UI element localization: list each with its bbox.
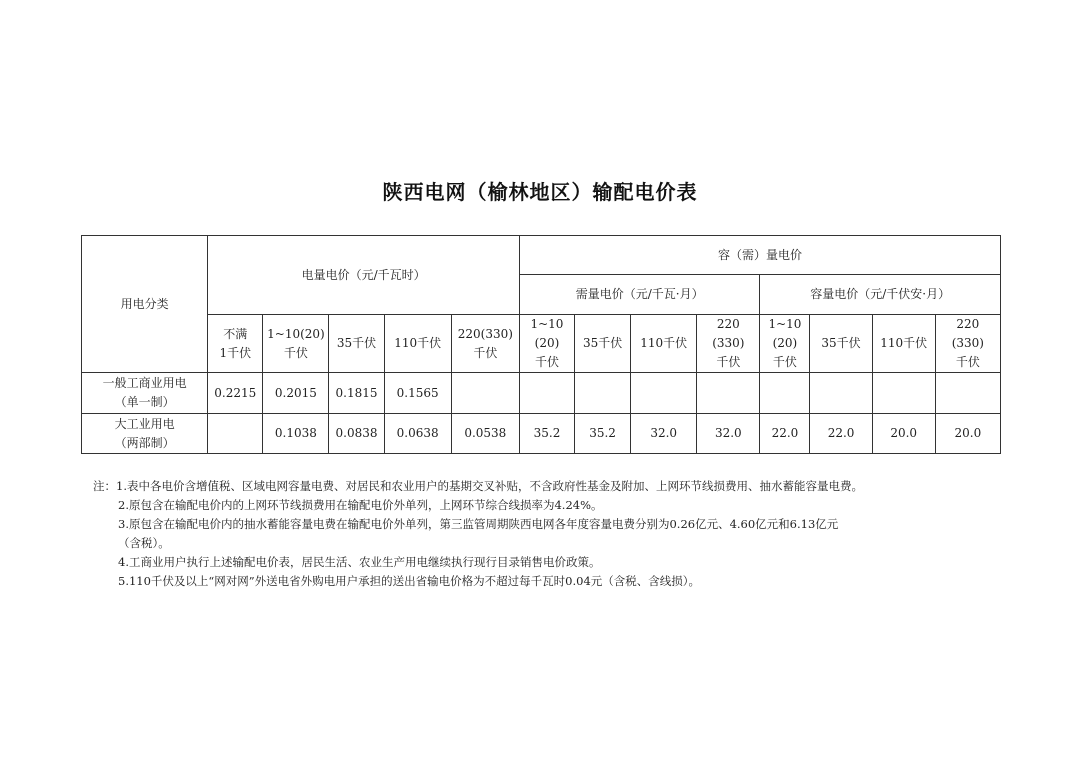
- table-cell: [208, 414, 263, 454]
- table-cell: [760, 373, 810, 414]
- table-cell: 0.0638: [384, 414, 451, 454]
- table-cell: [451, 373, 519, 414]
- capacity-group-header: 容（需）量电价: [519, 236, 1000, 275]
- page-title: 陕西电网（榆林地区）输配电价表: [382, 180, 698, 204]
- notes-section: [93, 477, 1003, 591]
- table-cell: 0.1038: [263, 414, 329, 454]
- note-item: 5.110千伏及以上“网对网”外送电省外购电用户承担的送出省输电价格为不超过每千瓦时0.04元（含税、含线损）。: [118, 574, 701, 588]
- table-cell: [519, 373, 574, 414]
- table-cell: 22.0: [810, 414, 872, 454]
- demand-level-header: 110千伏: [631, 315, 697, 373]
- price-table: [81, 235, 1001, 454]
- table-cell: 22.0: [760, 414, 810, 454]
- energy-level-header: 35千伏: [329, 315, 384, 373]
- energy-level-header: 110千伏: [384, 315, 451, 373]
- note-item: 注：1.表中各电价含增值税、区域电网容量电费、对居民和农业用户的基期交叉补贴，不含政府性基金及附加、上网环节线损费用、抽水蓄能容量电费。: [93, 479, 863, 493]
- energy-level-header: 1~10(20) 千伏: [263, 315, 329, 373]
- capacity-level-header: 1~10 (20) 千伏: [760, 315, 810, 373]
- energy-price-header: 电量电价（元/千瓦时）: [208, 236, 520, 315]
- capacity-price-header: 容量电价（元/千伏安·月）: [760, 275, 1001, 315]
- table-row: [82, 414, 1001, 454]
- demand-level-header: 1~10 (20) 千伏: [519, 315, 574, 373]
- note-item: 2.原包含在输配电价内的上网环节线损费用在输配电价外单列，上网环节综合线损率为4.24%。: [118, 498, 603, 512]
- note-item: 4.工商业用户执行上述输配电价表，居民生活、农业生产用电继续执行现行目录销售电价政策。: [118, 555, 601, 569]
- table-cell: 35.2: [519, 414, 574, 454]
- table-cell: 0.1565: [384, 373, 451, 414]
- demand-level-header: 35千伏: [575, 315, 631, 373]
- table-cell: [631, 373, 697, 414]
- demand-level-header: 220 (330) 千伏: [697, 315, 760, 373]
- table-cell: 0.1815: [329, 373, 384, 414]
- table-cell: 0.0838: [329, 414, 384, 454]
- note-item: 3.原包含在输配电价内的抽水蓄能容量电费在输配电价外单列，第三监管周期陕西电网各年度容量电费分别为0.26亿元、4.60亿元和6.13亿元: [118, 517, 839, 531]
- table-cell: [872, 373, 935, 414]
- table-cell: [935, 373, 1000, 414]
- table-cell: 0.0538: [451, 414, 519, 454]
- table-cell: [697, 373, 760, 414]
- table-cell: 32.0: [697, 414, 760, 454]
- capacity-level-header: 220 (330) 千伏: [935, 315, 1000, 373]
- row-category: 一般工商业用电 （单一制）: [82, 373, 208, 414]
- table-cell: 20.0: [872, 414, 935, 454]
- note-item: （含税）。: [118, 536, 170, 550]
- table-cell: 20.0: [935, 414, 1000, 454]
- table-row: [82, 373, 1001, 414]
- category-header: 用电分类: [82, 236, 208, 373]
- energy-level-header: 220(330) 千伏: [451, 315, 519, 373]
- capacity-level-header: 35千伏: [810, 315, 872, 373]
- energy-level-header: 不满 1千伏: [208, 315, 263, 373]
- table-cell: 35.2: [575, 414, 631, 454]
- table-cell: [575, 373, 631, 414]
- table-cell: 0.2015: [263, 373, 329, 414]
- demand-price-header: 需量电价（元/千瓦·月）: [519, 275, 759, 315]
- row-category: 大工业用电 （两部制）: [82, 414, 208, 454]
- capacity-level-header: 110千伏: [872, 315, 935, 373]
- table-cell: 0.2215: [208, 373, 263, 414]
- table-cell: [810, 373, 872, 414]
- table-cell: 32.0: [631, 414, 697, 454]
- notes-prefix: 注：: [93, 479, 116, 493]
